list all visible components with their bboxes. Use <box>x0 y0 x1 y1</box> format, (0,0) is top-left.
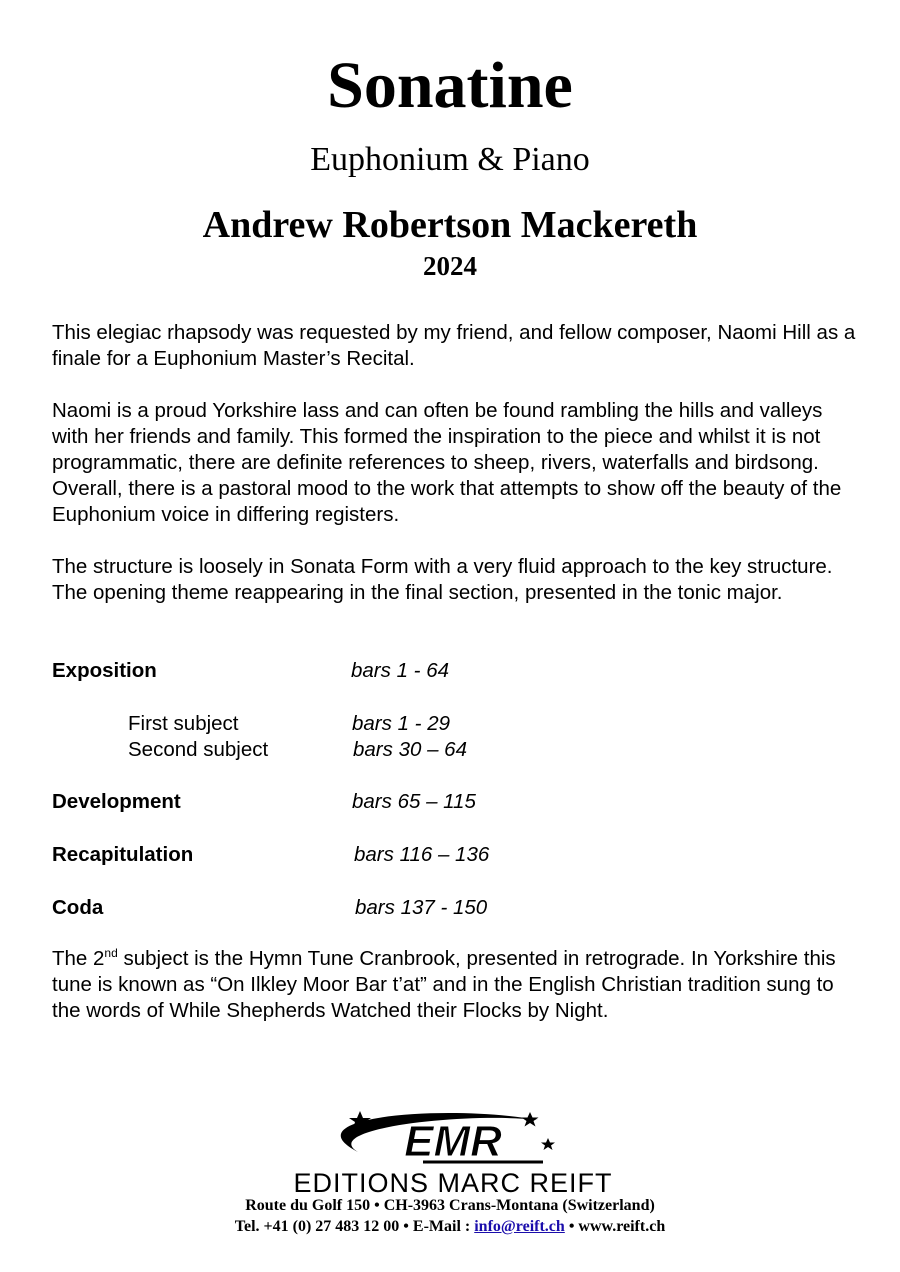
publisher-contact <box>0 1217 900 1237</box>
section-bars-exposition: bars 1 - 64 <box>351 659 449 682</box>
section-bars-recapitulation: bars 116 – 136 <box>354 843 490 866</box>
section-label-first-subject: First subject <box>128 712 239 735</box>
section-bars-coda: bars 137 - 150 <box>355 896 488 919</box>
title: Sonatine <box>327 49 573 122</box>
hymn-lead-text: The 2 <box>52 947 105 970</box>
contact-tel: Tel. +41 (0) 27 483 12 00 • E-Mail : <box>234 1218 475 1235</box>
intro-paragraph: This elegiac rhapsody was requested by my friend, and fellow composer, Naomi Hill as a finale for a Euphonium Master’s Recital. <box>52 321 856 370</box>
section-label-recapitulation: Recapitulation <box>52 843 194 866</box>
publisher-address: Route du Golf 150 • CH-3963 Crans-Montana (Switzerland) <box>245 1197 655 1214</box>
composition-year: 2024 <box>423 251 477 281</box>
structure-paragraph: The structure is loosely in Sonata Form with a very fluid approach to the key structure. The opening theme reappearing in the final section, presented in the tonic major. <box>52 555 833 604</box>
section-label-development: Development <box>52 790 181 813</box>
composer-name: Andrew Robertson Mackereth <box>202 204 698 246</box>
section-label-coda: Coda <box>52 896 104 919</box>
section-label-exposition: Exposition <box>52 659 157 682</box>
section-bars-first-subject: bars 1 - 29 <box>352 712 450 735</box>
section-bars-development: bars 65 – 115 <box>352 790 476 813</box>
logo-star-right <box>522 1112 539 1127</box>
section-bars-second-subject: bars 30 – 64 <box>353 738 467 761</box>
contact-website: • www.reift.ch <box>564 1218 666 1235</box>
instrumentation: Euphonium & Piano <box>310 141 590 178</box>
logo-publisher-name: EDITIONS MARC REIFT <box>293 1168 613 1196</box>
ordinal-superscript: nd <box>104 946 118 961</box>
inspiration-paragraph: Naomi is a proud Yorkshire lass and can often be found rambling the hills and valleys with her friends and family. This formed the inspiration to the piece and whilst it is not programmatic, there are definite references to sheep, rivers, waterfalls and birdsong. Overall, there is a pastoral mood to the work that attempts to show off the beauty of the Euphonium voice in differing registers. <box>52 399 842 526</box>
section-label-second-subject: Second subject <box>128 738 269 761</box>
logo-star-small <box>541 1138 555 1150</box>
emr-publisher-logo <box>248 1106 658 1196</box>
logo-emr-text: EMR <box>404 1117 502 1166</box>
hymn-rest-text: subject is the Hymn Tune Cranbrook, presented in retrograde. In Yorkshire this tune is known as “On Ilkley Moor Bar t’at” and in the English Christian tradition sung to the words of While Shepherds Watched their Flocks by Night. <box>52 947 836 1022</box>
email-link[interactable]: info@reift.ch <box>474 1218 565 1235</box>
hymn-tune-paragraph <box>52 946 862 1024</box>
